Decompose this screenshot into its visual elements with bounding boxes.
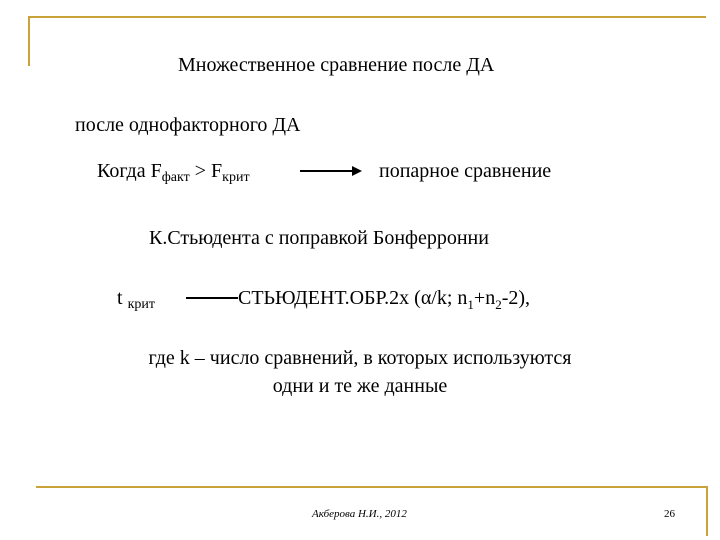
t-crit-subscript: крит [127,297,155,312]
frame-left-border [28,16,30,66]
n2-subscript: 2 [495,297,502,312]
arrow-right-icon [300,164,362,178]
formula-part-b: +n [473,287,496,309]
note-text [60,344,660,400]
f-fact-subscript: факт [161,170,190,185]
connector-line [186,297,238,299]
frame-bottom-border [36,486,706,488]
f-crit-subscript: крит [222,170,250,185]
note-line-1: где k – число сравнений, в которых используются [148,347,572,369]
formula-part-c: -2), [501,287,531,309]
page-number: 26 [664,508,675,520]
n1-subscript: 1 [467,297,474,312]
condition-mid: > F [189,160,223,182]
footer-author: Акберова Н.И., 2012 [312,508,407,520]
student-inverse-formula [238,287,530,310]
student-bonferroni-text: К.Стьюдента с поправкой Бонферронни [149,227,489,249]
slide-title: Множественное сравнение после ДА [178,54,495,76]
condition-text [97,160,250,183]
frame-right-border [706,486,708,536]
pairwise-comparison-text: попарное сравнение [379,160,552,182]
frame-top-border [28,16,706,18]
t-crit-label [117,287,155,310]
text-after-one-way-anova: после однофакторного ДА [75,114,301,136]
t-letter: t [117,287,128,309]
formula-part-a: СТЬЮДЕНТ.ОБР.2х (α/k; n [238,287,468,309]
condition-prefix: Когда F [97,160,162,182]
note-line-2: одни и те же данные [272,375,448,397]
